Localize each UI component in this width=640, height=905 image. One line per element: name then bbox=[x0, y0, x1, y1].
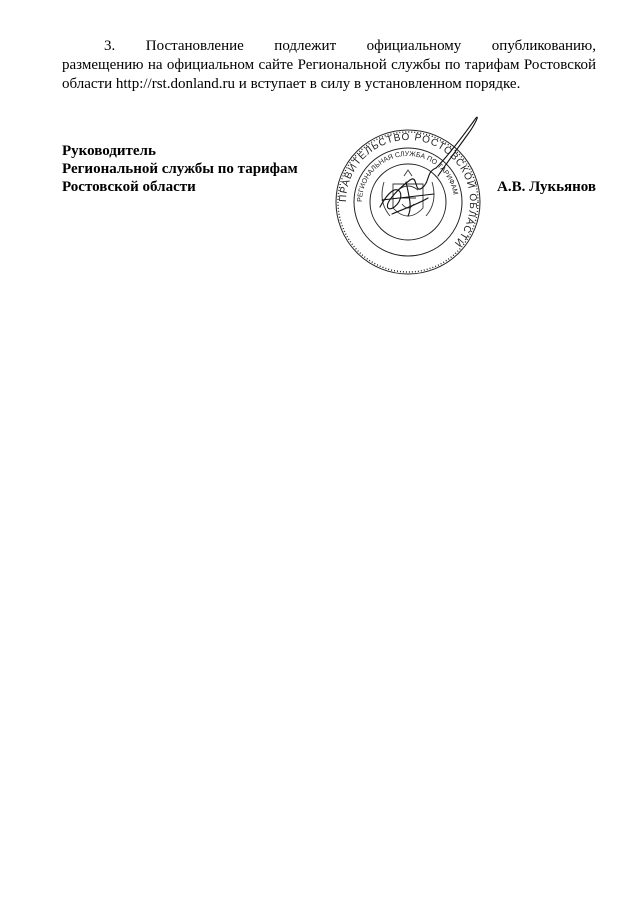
signatory-title bbox=[62, 142, 298, 196]
paragraph-line1: Постановление подлежит официальному опубликованию, bbox=[145, 38, 596, 54]
signatory-title-line1: Руководитель bbox=[62, 143, 156, 159]
paragraph-number: 3. bbox=[104, 38, 116, 54]
paragraph-first-line bbox=[62, 37, 596, 56]
signatory-name: А.В. Лукьянов bbox=[497, 179, 596, 195]
signatory-title-line2: Региональной службы по тарифам bbox=[62, 161, 298, 177]
paragraph-rest: размещению на официальном сайте Региональной службы по тарифам Ростовской области http://rst.donland.ru и вступает в силу в установленном порядке. bbox=[62, 57, 596, 92]
seal-outer-textpath: ПРАВИТЕЛЬСТВО РОСТОВСКОЙ ОБЛАСТИ bbox=[337, 131, 479, 250]
seal-inner-textpath: РЕГИОНАЛЬНАЯ СЛУЖБА ПО ТАРИФАМ bbox=[356, 150, 459, 203]
signatory-title-line3: Ростовской области bbox=[62, 179, 196, 195]
official-seal-stamp bbox=[318, 112, 498, 287]
seal-inner-text bbox=[357, 151, 459, 202]
paragraph-3 bbox=[62, 37, 596, 94]
